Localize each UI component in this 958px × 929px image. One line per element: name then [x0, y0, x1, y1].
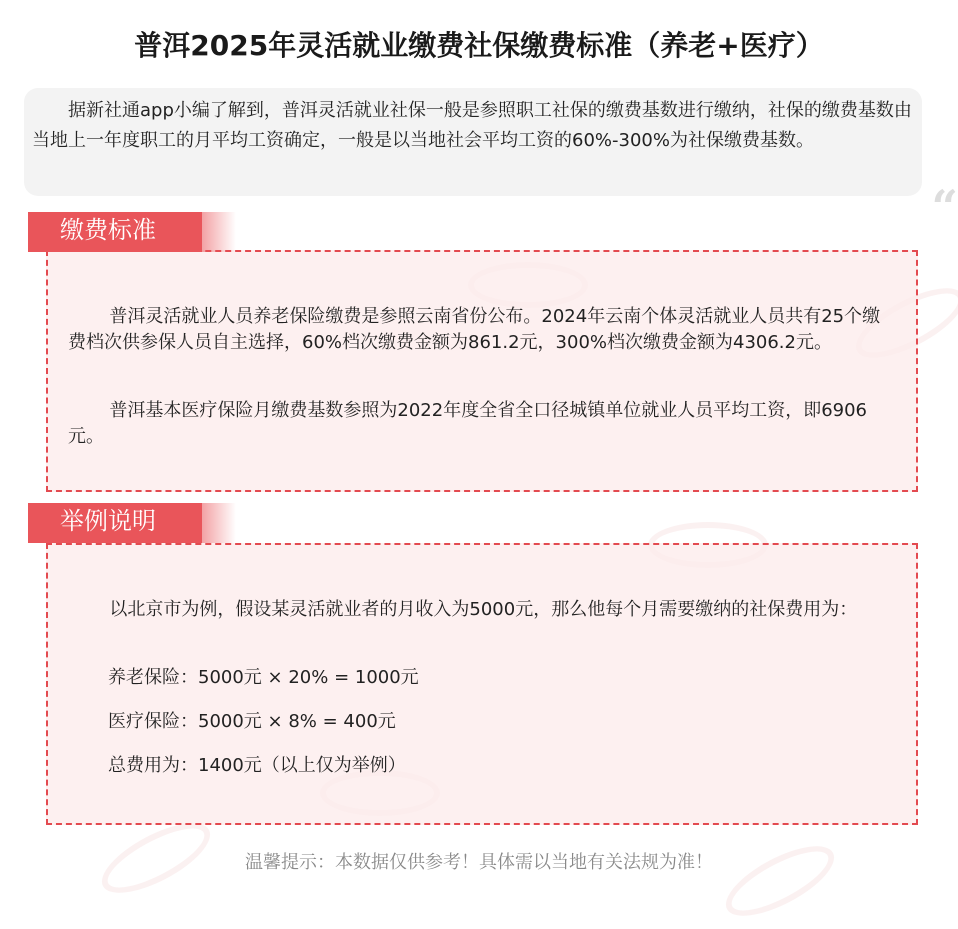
- footer-note: 温馨提示：本数据仅供参考！具体需以当地有关法规为准！: [245, 852, 713, 873]
- intro-box: [24, 88, 922, 196]
- calc-total: 总费用为：1400元（以上仅为举例）: [108, 755, 406, 776]
- paragraph-medical: 普洱基本医疗保险月缴费基数参照为2022年度全省全口径城镇单位就业人员平均工资，即6906元。: [68, 400, 868, 447]
- section-label-payment-standard: 缴费标准: [28, 212, 202, 252]
- page-title: 普洱2025年灵活就业缴费社保缴费标准（养老+医疗）: [134, 29, 824, 62]
- intro-text: 据新社通app小编了解到，普洱灵活就业社保一般是参照职工社保的缴费基数进行缴纳，社保的缴费基数由当地上一年度职工的月平均工资确定，一般是以当地社会平均工资的60%-300%为社保缴费基数。: [32, 100, 912, 151]
- paragraph-example-intro: 以北京市为例，假设某灵活就业者的月收入为5000元，那么他每个月需要缴纳的社保费用为：: [109, 599, 858, 620]
- paragraph-pension: 普洱灵活就业人员养老保险缴费是参照云南省份公布。2024年云南个体灵活就业人员共有25个缴费档次供参保人员自主选择，60%档次缴费金额为861.2元，300%档次缴费金额为4306.2元。: [68, 306, 881, 353]
- quote-icon: “: [931, 180, 958, 234]
- section-example: [46, 543, 918, 825]
- watermark-logo: [716, 833, 844, 929]
- calc-pension: 养老保险：5000元 × 20% = 1000元: [108, 667, 419, 688]
- section-payment-standard: [46, 250, 918, 492]
- section-label-example: 举例说明: [28, 503, 202, 543]
- calc-medical: 医疗保险：5000元 × 8% = 400元: [108, 711, 396, 732]
